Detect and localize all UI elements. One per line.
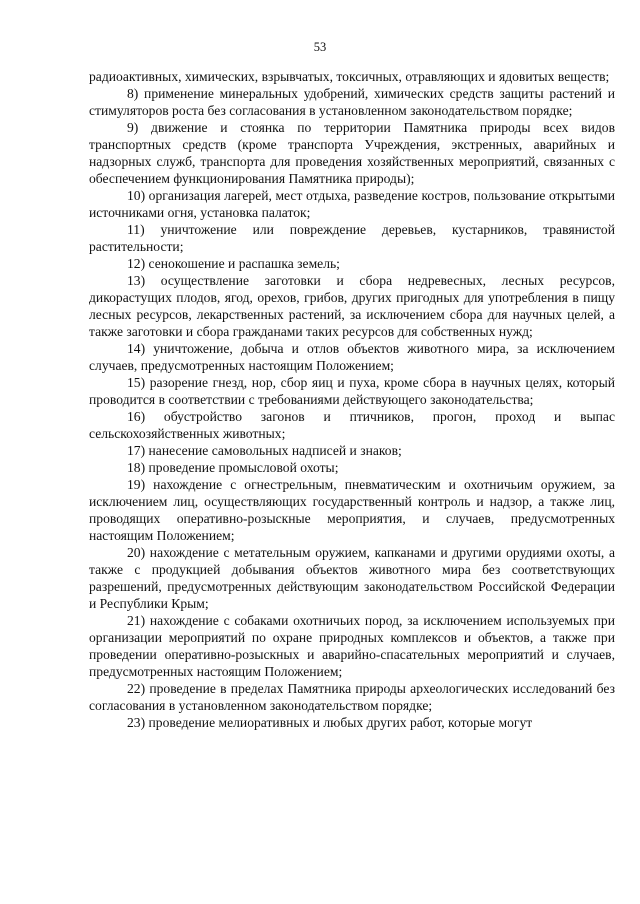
paragraph: 10) организация лагерей, мест отдыха, разведение костров, пользование открытыми источниками огня, установка палаток;	[89, 188, 615, 220]
paragraph: 17) нанесение самовольных надписей и знаков;	[127, 443, 402, 458]
paragraph: 9) движение и стоянка по территории Памятника природы всех видов транспортных средств (кроме транспорта Учреждения, экстренных, аварийных и надзорных служб, транспорта для проведения хозяйственных мероприятий, связанных с обеспечением функционирования Памятника природы);	[89, 120, 615, 186]
paragraph: 19) нахождение с огнестрельным, пневматическим и охотничьим оружием, за исключением лиц, осуществляющих государственный контроль и надзор, а также лиц, проводящих оперативно-розыскные мероприятия, и случаев, предусмотренных настоящим Положением;	[89, 477, 615, 543]
paragraph: 16) обустройство загонов и птичников, прогон, проход и выпас сельскохозяйственных животных;	[89, 409, 615, 441]
paragraph: 8) применение минеральных удобрений, химических средств защиты растений и стимуляторов роста без согласования в установленном законодательством порядке;	[89, 86, 615, 118]
paragraph: 20) нахождение с метательным оружием, капканами и другими орудиями охоты, а также с продукцией добывания объектов животного мира без соответствующих разрешений, предусмотренных действующим законодательством Российской Федерации и Республики Крым;	[89, 545, 615, 611]
paragraph: 11) уничтожение или повреждение деревьев, кустарников, травянистой растительности;	[89, 222, 615, 254]
page-number: 53	[313, 40, 327, 54]
paragraph: 21) нахождение с собаками охотничьих пород, за исключением используемых при организации мероприятий по охране природных комплексов и объектов, а также при проведении оперативно-розыскных и аварийно-спасательных мероприятий и случаев, предусмотренных настоящим Положением;	[89, 613, 615, 679]
paragraph: радиоактивных, химических, взрывчатых, токсичных, отравляющих и ядовитых веществ;	[89, 69, 610, 84]
paragraph: 15) разорение гнезд, нор, сбор яиц и пуха, кроме сбора в научных целях, который проводится в соответствии с требованиями действующего законодательства;	[89, 375, 615, 407]
paragraph: 18) проведение промысловой охоты;	[127, 460, 339, 475]
paragraph: 22) проведение в пределах Памятника природы археологических исследований без согласования в установленном законодательством порядке;	[89, 681, 615, 713]
paragraph: 13) осуществление заготовки и сбора недревесных, лесных ресурсов, дикорастущих плодов, ягод, орехов, грибов, других пригодных для употребления в пищу лесных ресурсов, лекарственных растений, за исключением сбора для научных целей, а также заготовки и сбора гражданами таких ресурсов для собственных нужд;	[89, 273, 615, 339]
document-body	[89, 68, 615, 731]
paragraph: 12) сенокошение и распашка земель;	[127, 256, 340, 271]
paragraph: 14) уничтожение, добыча и отлов объектов животного мира, за исключением случаев, предусмотренных настоящим Положением;	[89, 341, 615, 373]
paragraph: 23) проведение мелиоративных и любых других работ, которые могут	[127, 715, 533, 730]
